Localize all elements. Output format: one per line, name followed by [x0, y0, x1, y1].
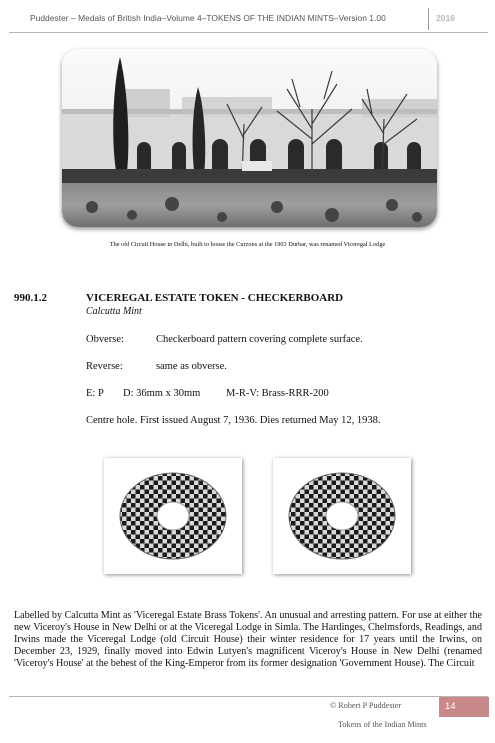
- obverse-image: [104, 458, 242, 574]
- obverse-label: Obverse:: [86, 334, 124, 345]
- reverse-token-illustration: [273, 458, 411, 574]
- reverse-text: same as obverse.: [156, 361, 227, 372]
- reverse-label: Reverse:: [86, 361, 123, 372]
- entry-mint: Calcutta Mint: [86, 306, 142, 317]
- obverse-token-illustration: [104, 458, 242, 574]
- photo-caption: The old Circuit House in Delhi, built to house the Curzons at the 1903 Durbar, was renamed Viceregal Lodge: [109, 241, 386, 248]
- dimensions: D: 36mm x 30mm: [123, 388, 201, 399]
- entry-note: Centre hole. First issued August 7, 1936. Dies returned May 12, 1938.: [86, 415, 381, 426]
- photo-illustration: [62, 49, 437, 227]
- footer-rule: [9, 696, 488, 697]
- header-divider: [428, 8, 429, 30]
- body-paragraph: Labelled by Calcutta Mint as 'Viceregal Estate Brass Tokens'. An unusual and arresting pattern. For use at either the new Viceroy's House in New Delhi or at the Viceregal Lodge in Simla. The Hardinges, Chelmsfords, Readings, and Irwins made the Viceregal Lodge (old Circuit House) their winter residence for 17 years until the Irwins, on December 23, 1929, finally moved into Edwin Lutyen's magnificent Viceroy's House in New Delhi (renamed 'Viceroy's House' at the behest of the King-Emperor from its former designation 'Government House). The Circuit: [14, 610, 482, 670]
- reverse-image: [273, 458, 411, 574]
- header-rule: [9, 32, 488, 33]
- footer-subtitle: Tokens of the Indian Mints: [338, 720, 427, 729]
- entry-number: 990.1.2: [14, 292, 47, 304]
- header-year: 2016: [436, 13, 455, 23]
- obverse-text: Checkerboard pattern covering complete surface.: [156, 334, 363, 345]
- circuit-house-photo: [62, 49, 437, 227]
- footer-copyright: © Robert P Puddester: [330, 701, 402, 710]
- page-number: 14: [439, 697, 489, 717]
- obverse-row: [86, 334, 124, 345]
- metal-code: E: P: [86, 388, 104, 399]
- page-header: [0, 0, 495, 34]
- reverse-row: [86, 361, 123, 372]
- rarity: M-R-V: Brass-RRR-200: [226, 388, 329, 399]
- header-title: Puddester – Medals of British India–Volume 4–TOKENS OF THE INDIAN MINTS–Version 1.00: [30, 13, 386, 23]
- entry-title: VICEREGAL ESTATE TOKEN - CHECKERBOARD: [86, 292, 344, 304]
